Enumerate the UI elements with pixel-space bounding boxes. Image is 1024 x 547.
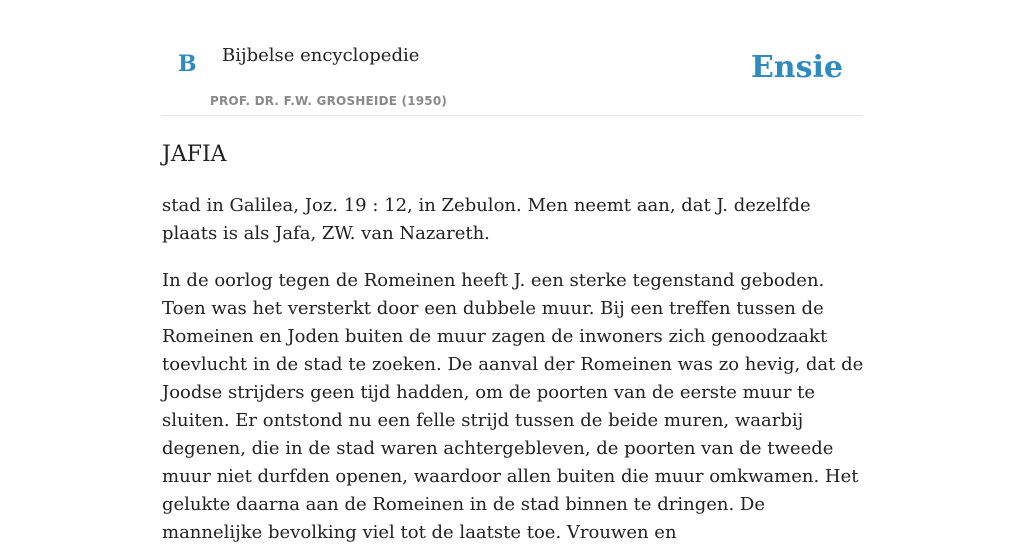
article: [162, 140, 864, 547]
entry-title: JAFIA: [162, 142, 227, 167]
site-header: [162, 0, 862, 116]
entry-paragraph: In de oorlog tegen de Romeinen heeft J. een sterke tegenstand geboden. Toen was het versterkt door een dubbele muur. Bij een treffen tussen de Romeinen en Joden buiten de muur zagen de inwoners zich genoodzaakt toevlucht in de stad te zoeken. De aanval der Romeinen was zo hevig, dat de Joodse strijders geen tijd hadden, om de poorten van de eerste muur te sluiten. Er ontstond nu een felle strijd tussen de beide muren, waarbij degenen, die in de stad waren achtergebleven, de poorten van de tweede muur niet durfden openen, waardoor allen buiten die muur omkwamen. Het gelukte daarna aan de Romeinen in de stad binnen te dringen. De mannelijke bevolking viel tot de laatste toe. Vrouwen en: [162, 270, 864, 543]
work-logo-link[interactable]: B: [178, 51, 197, 77]
entry-paragraph: stad in Galilea, Joz. 19 : 12, in Zebulon. Men neemt aan, dat J. dezelfde plaats is als Jafa, ZW. van Nazareth.: [162, 195, 811, 244]
brand-logo-link[interactable]: Ensie: [750, 50, 843, 85]
work-title-link[interactable]: Bijbelse encyclopedie: [222, 45, 420, 66]
author-line: PROF. DR. F.W. GROSHEIDE (1950): [210, 94, 448, 108]
